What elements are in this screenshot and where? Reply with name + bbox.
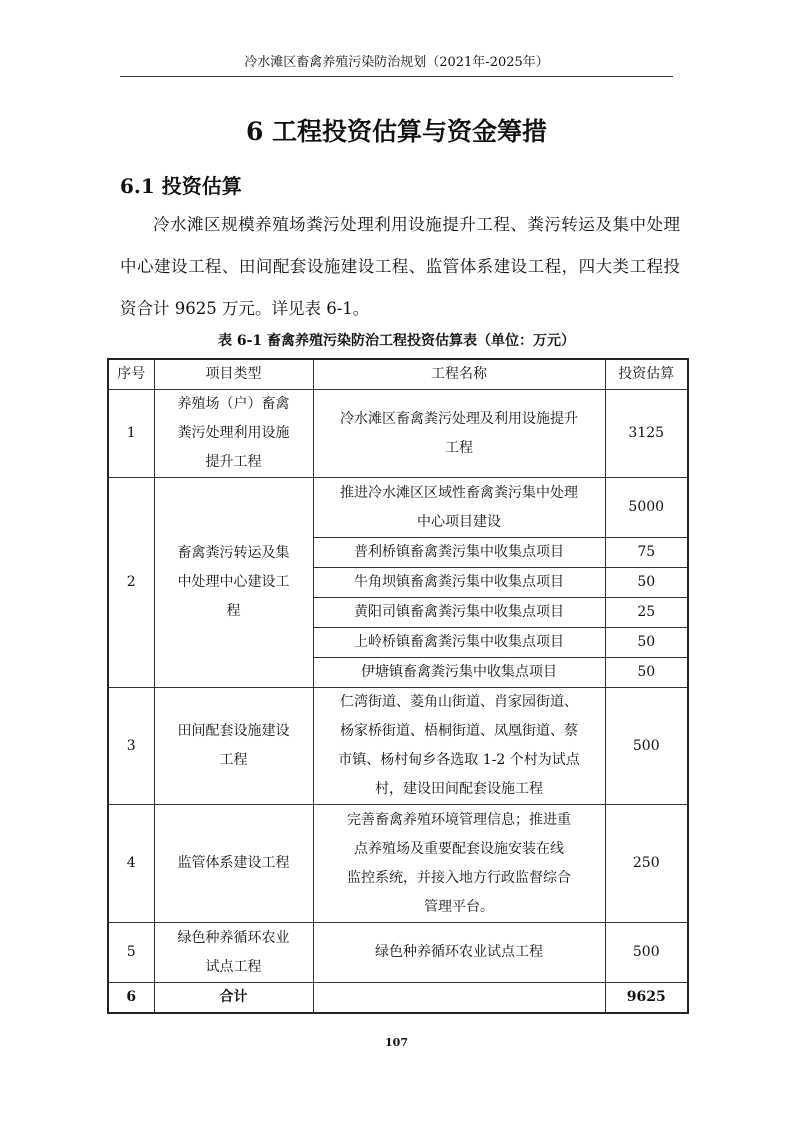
row-amount: 3125 [605, 390, 688, 478]
row-amount: 250 [605, 805, 688, 923]
row-amount: 50 [605, 658, 688, 688]
row-name: 推进冷水滩区区域性畜禽粪污集中处理 中心项目建设 [313, 478, 605, 538]
chapter-title: 6 工程投资估算与资金筹措 [245, 117, 548, 146]
row-name: 完善畜禽养殖环境管理信息；推进重 点养殖场及重要配套设施安装在线 监控系统，并接入地方行政监督综合 管理平台。 [313, 805, 605, 923]
total-label: 合计 [154, 983, 313, 1014]
total-amount: 9625 [605, 983, 688, 1014]
row-type: 养殖场（户）畜禽 粪污处理利用设施 提升工程 [154, 390, 313, 478]
total-empty [313, 983, 605, 1014]
row-amount: 500 [605, 923, 688, 983]
table-caption: 表 6-1 畜禽养殖污染防治工程投资估算表（单位：万元） [217, 333, 576, 349]
table-header-row [108, 359, 688, 390]
row-type: 绿色种养循环农业 试点工程 [154, 923, 313, 983]
row-name: 伊塘镇畜禽粪污集中收集点项目 [313, 658, 605, 688]
row-name: 上岭桥镇畜禽粪污集中收集点项目 [313, 628, 605, 658]
row-name: 绿色种养循环农业试点工程 [313, 923, 605, 983]
investment-table [107, 358, 689, 1014]
row-name: 普利桥镇畜禽粪污集中收集点项目 [313, 538, 605, 568]
row-type: 田间配套设施建设 工程 [154, 688, 313, 805]
row-no: 3 [108, 688, 154, 805]
table-row [108, 688, 688, 805]
header-amount: 投资估算 [605, 359, 688, 390]
row-no: 2 [108, 478, 154, 688]
total-no: 6 [108, 983, 154, 1014]
row-amount: 5000 [605, 478, 688, 538]
total-row [108, 983, 688, 1014]
row-type: 监管体系建设工程 [154, 805, 313, 923]
row-no: 5 [108, 923, 154, 983]
row-amount: 500 [605, 688, 688, 805]
section-heading: 6.1 投资估算 [120, 174, 242, 198]
running-header: 冷水滩区畜禽养殖污染防治规划（2021年-2025年） [120, 52, 673, 77]
row-name: 仁湾街道、菱角山街道、肖家园街道、 杨家桥街道、梧桐街道、凤凰街道、蔡 市镇、杨村甸乡各选取 1-2 个村为试点 村，建设田间配套设施工程 [313, 688, 605, 805]
row-name: 冷水滩区畜禽粪污处理及利用设施提升 工程 [313, 390, 605, 478]
row-name: 黄阳司镇畜禽粪污集中收集点项目 [313, 598, 605, 628]
table-row [108, 478, 688, 538]
header-name: 工程名称 [313, 359, 605, 390]
table-row [108, 390, 688, 478]
body-paragraph: 冷水滩区规模养殖场粪污处理利用设施提升工程、粪污转运及集中处理中心建设工程、田间配套设施建设工程、监管体系建设工程，四大类工程投资合计 9625 万元。详见表 6-1。 [120, 215, 680, 318]
row-amount: 25 [605, 598, 688, 628]
row-amount: 50 [605, 628, 688, 658]
row-no: 1 [108, 390, 154, 478]
header-no: 序号 [108, 359, 154, 390]
row-name: 牛角坝镇畜禽粪污集中收集点项目 [313, 568, 605, 598]
header-type: 项目类型 [154, 359, 313, 390]
page-number: 107 [385, 1036, 408, 1049]
row-no: 4 [108, 805, 154, 923]
row-type: 畜禽粪污转运及集 中处理中心建设工 程 [154, 478, 313, 688]
row-amount: 75 [605, 538, 688, 568]
table-row [108, 805, 688, 923]
table-row [108, 923, 688, 983]
row-amount: 50 [605, 568, 688, 598]
